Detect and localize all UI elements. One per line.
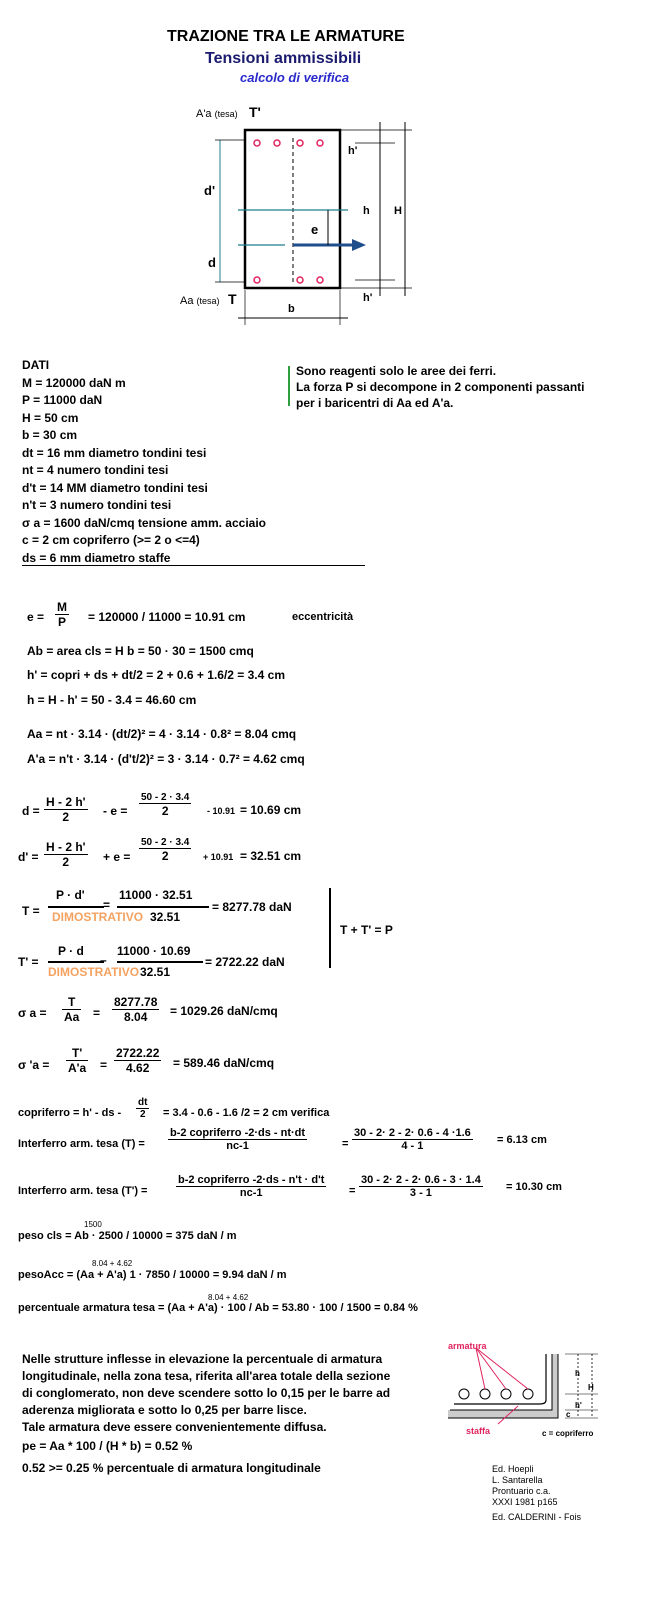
mini-copriferro-label: c = copriferro [542, 1429, 594, 1438]
d-frac1: $\frac{H - 2 h'}{2}$ [46, 795, 86, 824]
if1-lhs: Interferro arm. tesa (T) = [18, 1138, 145, 1150]
label-T: T [228, 291, 237, 307]
bar-top [254, 140, 260, 146]
label-d: d [208, 255, 216, 270]
rebar-1 [459, 1389, 469, 1399]
sa-frac2: $\frac{8277.78}{8.04}$ [114, 995, 158, 1024]
if2-frac2: $\frac{30 - 2\cdot 2 - 2\cdot 0.6 - 3 \cdot 1.4}{3 - 1}$ [361, 1174, 481, 1199]
calc-pacc: pesoAcc = (Aa + A'a) 1 · 7850 / 10000 = 9.94 daN / m [18, 1269, 287, 1281]
data-line: ds = 6 mm diametro staffe [22, 550, 171, 565]
label-hp-top: h' [348, 145, 358, 157]
data-line: n't = 3 numero tondini tesi [22, 498, 172, 512]
T-den2: 32.51 [150, 910, 181, 924]
if2-rhs: = 10.30 cm [506, 1181, 562, 1193]
dp-frac2: 50 - 2 · 3.4 2 [141, 837, 190, 863]
Tp-num2: 11000 · 10.69 [117, 944, 191, 958]
dp-mid: + e = [103, 850, 131, 864]
mini-H-label: H [588, 1383, 594, 1392]
peso-sup: 1500 [84, 1220, 102, 1229]
label-b: b [288, 303, 295, 315]
section-diagram [0, 100, 648, 330]
Tp-lhs: T' = [18, 955, 39, 969]
page-title: TRAZIONE TRA LE ARMATURE [167, 28, 405, 45]
note-block: Sono reagenti solo le aree dei ferri. La forza P si decompone in 2 componenti passanti per i baricentri di Aa ed A'a. [296, 364, 585, 410]
page-subsubtitle: calcolo di verifica [240, 70, 350, 85]
e-fraction: $\frac{M}{P}$ [57, 600, 67, 629]
mini-armatura-label: armatura [448, 1341, 487, 1351]
if1-frac2: $\frac{30 - 2\cdot 2 - 2\cdot 0.6 - 4 \cdot 1.6}{4 - 1}$ [354, 1127, 471, 1152]
Tp-rhs: = 2722.22 daN [205, 955, 285, 969]
Tp-eq: – [100, 953, 107, 967]
if1-frac1: b-2 copriferro -2·ds - nt·dt nc-1 [170, 1127, 306, 1152]
T-num1: P · d' [56, 888, 85, 902]
note-bar [288, 366, 290, 406]
Tp-demo-label: DIMOSTRATIVO [48, 965, 140, 979]
T-rhs: = 8277.78 daN [212, 900, 292, 914]
mini-hp-label: h' [575, 1401, 582, 1410]
rebar-2 [480, 1389, 490, 1399]
if2-lhs: Interferro arm. tesa (T') = [18, 1185, 148, 1197]
footer-check: 0.52 >= 0.25 % percentuale di armatura longitudinale [22, 1461, 321, 1475]
cf-lhs: copriferro = h' - ds - [18, 1107, 122, 1119]
spa-eq: = [100, 1058, 108, 1072]
stirrup-diagram [440, 1336, 610, 1436]
calc-peso: peso cls = Ab · 2500 / 10000 = 375 daN / m [18, 1230, 237, 1242]
pacc-sup: 8.04 + 4.62 [92, 1259, 133, 1268]
sum-bar [329, 888, 331, 968]
sa-lhs: σ a = [18, 1006, 47, 1020]
Tp-num1: P · d [58, 944, 84, 958]
data-line: H = 50 cm [22, 410, 79, 425]
force-arrow-head [352, 239, 366, 251]
if1-eq: = [342, 1138, 349, 1150]
e-label: eccentricità [292, 611, 354, 623]
bar-top [317, 140, 323, 146]
label-e: e [311, 222, 319, 237]
data-line: d't = 14 MM diametro tondini tesi [22, 480, 208, 495]
cf-frac: $\frac{dt}{2}$ [138, 1097, 148, 1120]
dp-frac1: $\frac{H - 2 h'}{2}$ [46, 840, 86, 869]
dp-rhs: = 32.51 cm [240, 849, 302, 863]
calc-Apa: A'a = n't · 3.14 · (d't/2)² = 3 · 3.14 · 0.7² = 4.62 cmq [27, 752, 305, 766]
if2-eq: = [349, 1185, 356, 1197]
T-lhs: T = [22, 904, 40, 918]
dp-rhs-small: + 10.91 [203, 852, 234, 862]
perc-sup: 8.04 + 4.62 [208, 1293, 249, 1302]
calc-Ab: Ab = area cls = H b = 50 · 30 = 1500 cmq [27, 644, 254, 658]
bar-top [297, 140, 303, 146]
T-eq: = [103, 898, 111, 912]
data-heading: DATI [22, 358, 50, 372]
calc-h: h = H - h' = 50 - 3.4 = 46.60 cm [27, 693, 197, 707]
label-Tp: T' [249, 104, 261, 120]
credits: Ed. Hoepli L. Santarella Prontuario c.a. XXXI 1981 p165 [492, 1464, 558, 1507]
T-num2: 11000 · 32.51 [119, 888, 193, 902]
d-frac2: 50 - 2 · 3.4 2 [141, 792, 190, 818]
dp-lhs: d' = [18, 850, 39, 864]
data-line: b = 30 cm [22, 428, 78, 442]
sa-rhs: = 1029.26 daN/cmq [170, 1004, 278, 1018]
calc-perc: percentuale armatura tesa = (Aa + A'a) · 100 / Ab = 53.80 · 100 / 1500 = 0.84 % [18, 1302, 418, 1314]
label-H: H [394, 205, 402, 217]
footer-pe: pe = Aa * 100 / (H * b) = 0.52 % [22, 1439, 193, 1453]
T-demo-label: DIMOSTRATIVO [52, 910, 144, 924]
bar-bottom [317, 277, 323, 283]
calc-hp: h' = copri + ds + dt/2 = 2 + 0.6 + 1.6/2 = 3.4 cm [27, 668, 285, 682]
calc-Aa: Aa = nt · 3.14 · (dt/2)² = 4 · 3.14 · 0.8² = 8.04 cmq [27, 727, 297, 741]
Tp-den2: 32.51 [140, 965, 171, 979]
label-Aa: Aa (tesa) [180, 295, 220, 307]
d-rhs-small: - 10.91 [207, 806, 236, 816]
data-block [22, 357, 266, 567]
page-subtitle: Tensioni ammissibili [205, 50, 362, 67]
divider [22, 565, 365, 566]
bar-bottom [297, 277, 303, 283]
mini-c-label: c [566, 1410, 571, 1419]
data-line: σ a = 1600 daN/cmq tensione amm. acciaio [22, 515, 266, 530]
mini-staffa-label: staffa [466, 1426, 491, 1436]
cf-rhs: = 3.4 - 0.6 - 1.6 /2 = 2 cm verifica [163, 1107, 330, 1119]
bar-top [274, 140, 280, 146]
spa-lhs: σ 'a = [18, 1058, 50, 1072]
rebar-3 [501, 1389, 511, 1399]
data-line: dt = 16 mm diametro tondini tesi [22, 445, 207, 460]
label-dp: d' [204, 183, 216, 198]
d-lhs: d = [22, 804, 40, 818]
d-rhs: = 10.69 cm [240, 803, 302, 817]
if1-rhs: = 6.13 cm [497, 1134, 547, 1146]
spa-rhs: = 589.46 daN/cmq [173, 1056, 275, 1070]
bar-bottom [254, 277, 260, 283]
rebar-4 [523, 1389, 533, 1399]
e-rhs: = 120000 / 11000 = 10.91 cm [88, 610, 246, 624]
d-mid: - e = [103, 804, 128, 818]
data-line: M = 120000 daN m [22, 375, 126, 390]
label-h: h [363, 205, 370, 217]
footer-paragraph: Nelle strutture inflesse in elevazione la percentuale di armatura longitudinale, nella zona tesa, riferita all'area totale della sezione di conglomerato, non deve scendere sotto lo 0,15 per le barre ad aderenza migliorata e sotto lo 0,25 per barre lisce. Tale armatura deve essere convenientemente diffusa. [22, 1352, 391, 1434]
sa-eq: = [93, 1006, 101, 1020]
label-hp-bot: h' [363, 292, 373, 304]
credits-2: Ed. CALDERINI - Fois [492, 1512, 582, 1522]
e-lhs: e = [27, 610, 45, 624]
label-Ata: A'a (tesa) [196, 108, 238, 120]
data-line: P = 11000 daN [22, 393, 103, 407]
sa-frac1: $\frac{T}{Aa}$ [64, 995, 80, 1024]
mini-h-label: h [575, 1369, 580, 1378]
if2-frac1: b-2 copriferro -2·ds - n't · d't nc-1 [178, 1174, 325, 1199]
sum-label: T + T' = P [340, 923, 393, 937]
spa-frac1: $\frac{T'}{A'a}$ [68, 1046, 87, 1075]
data-line: c = 2 cm copriferro (>= 2 o <=4) [22, 533, 200, 547]
spa-frac2: $\frac{2722.22}{4.62}$ [116, 1046, 160, 1075]
data-line: nt = 4 numero tondini tesi [22, 463, 169, 477]
